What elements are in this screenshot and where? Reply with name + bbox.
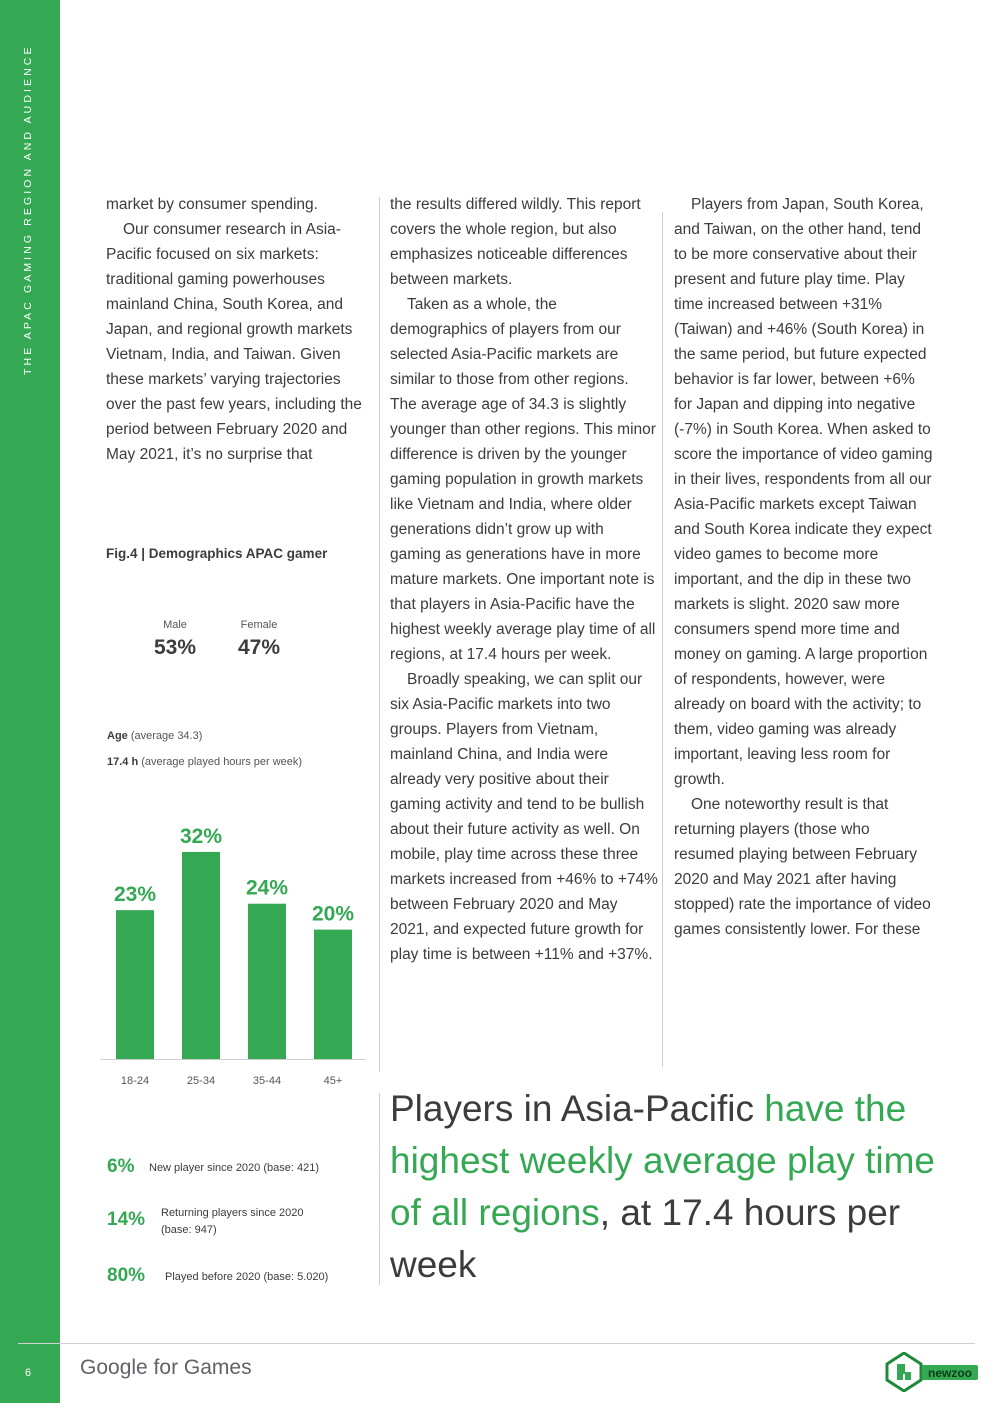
chart-tick-label-25-34: 25-34 [186, 1075, 216, 1087]
female-label: Female [240, 619, 278, 631]
chart-tick-label-35-44: 35-44 [252, 1075, 282, 1087]
player-type-label-2: Returning players since 2020 (base: 947) [161, 1207, 304, 1236]
age-bar-chart [100, 815, 370, 1095]
column-divider-2 [662, 212, 663, 1067]
player-type-label-3: Played before 2020 (base: 5.020) [165, 1271, 329, 1283]
column-3-paragraph-1: Players from Japan, South Korea, and Taiwan, on the other hand, tend to be more conservative about their present and future play time. Play time increased between +31% (Taiwan) and +46% (South Korea) in the same period, but future expected behavior is far lower, between +6% for Japan and dipping into negative (-7%) in South Korea. When asked to score the importance of video gaming in their lives, respondents from all our Asia-Pacific markets except Taiwan and South Korea indicate they expect video games to become more important, and the dip in these two markets is slight. 2020 saw more consumers spend more time and money on gaming. A large proportion of respondents, however, were already on board with the activity; to them, video gaming was already important, leaving less room for growth. [674, 196, 933, 788]
female-value: 47% [237, 636, 281, 659]
column-3 [674, 192, 934, 942]
chart-tick-label-18-24: 18-24 [120, 1075, 150, 1087]
chart-data-label-25-34: 32% [179, 824, 223, 848]
newzoo-logo [884, 1352, 979, 1392]
google-for-games-logo [80, 1356, 252, 1380]
column-2 [390, 192, 658, 967]
chart-data-label-18-24: 23% [113, 883, 157, 907]
hours-stat [107, 756, 302, 768]
age-stat [107, 730, 202, 742]
hours-note: (average played hours per week) [141, 756, 303, 768]
footer-rule [18, 1343, 975, 1344]
pull-quote-highlight: have the highest weekly average play time of all regions [390, 1088, 936, 1233]
pull-quote [390, 1083, 950, 1291]
age-label: Age [107, 730, 128, 742]
age-note: (average 34.3) [130, 730, 203, 742]
side-band [0, 0, 60, 1403]
column-1 [106, 192, 374, 467]
chart-tick-label-45+: 45+ [323, 1075, 343, 1087]
player-type-pct-3: 80% [107, 1265, 146, 1286]
figure-title: Fig.4 | Demographics APAC gamer [106, 546, 328, 561]
column-1-paragraph-1: market by consumer spending. [106, 196, 318, 213]
brand-rest: for Games [147, 1356, 252, 1379]
column-2-paragraph-2: Taken as a whole, the demographics of players from our selected Asia-Pacific markets are similar to those from other regions. The average age of 34.3 is slightly younger than other regions. This minor difference is driven by the younger gaming population in growth markets like Vietnam and India, where older generations didn’t grow up with gaming as generations have in more mature markets. One important note is that players in Asia-Pacific have the highest weekly average play time of all regions, at 17.4 hours per week. [390, 296, 656, 663]
player-type-pct-2: 14% [107, 1209, 146, 1230]
column-2-paragraph-3: Broadly speaking, we can split our six Asia-Pacific markets into two groups. Players from Vietnam, mainland China, and India were already very positive about their gaming activity and tend to be bullish about their future activity as well. On mobile, play time across these three markets increased from +46% to +74% between February 2020 and May 2021, and expected future growth for play time is between +11% and +37%. [390, 671, 658, 963]
chart-bar-18-24 [116, 910, 154, 1059]
chart-data-label-45+: 20% [311, 902, 355, 926]
column-2-paragraph-1: the results differed wildly. This report covers the whole region, but also emphasizes noticeable differences between markets. [390, 196, 641, 288]
chart-bar-45+ [314, 930, 352, 1059]
column-1-paragraph-2: Our consumer research in Asia-Pacific focused on six markets: traditional gaming powerhouses mainland China, South Korea, and Japan, and regional growth markets Vietnam, India, and Taiwan. Given these markets’ varying trajectories over the past few years, including the period between February 2020 and May 2021, it’s no surprise that [106, 221, 362, 463]
column-divider-1 [379, 197, 380, 1072]
male-value: 53% [153, 636, 197, 659]
player-type-pct-1: 6% [107, 1156, 135, 1177]
page-number: 6 [25, 1367, 32, 1379]
chart-bar-25-34 [182, 852, 220, 1059]
player-type-label-1: New player since 2020 (base: 421) [149, 1162, 319, 1174]
quote-divider [379, 1093, 380, 1285]
brand-google: Google [80, 1356, 148, 1379]
section-label: THE APAC GAMING REGION AND AUDIENCE [22, 44, 34, 375]
column-3-paragraph-2: One noteworthy result is that returning players (those who resumed playing between February 2020 and May 2021 after having stopped) rate the importance of video games consistently lower. For these [674, 796, 931, 938]
pull-quote-part-2: , at 17.4 hours per week [390, 1192, 901, 1285]
chart-bar-35-44 [248, 904, 286, 1059]
hours-label: 17.4 h [107, 756, 139, 768]
chart-data-label-35-44: 24% [245, 876, 289, 900]
pull-quote-part-1: Players in Asia-Pacific [390, 1088, 765, 1129]
newzoo-logo-text: newzoo [928, 1366, 972, 1380]
male-label: Male [163, 619, 187, 631]
